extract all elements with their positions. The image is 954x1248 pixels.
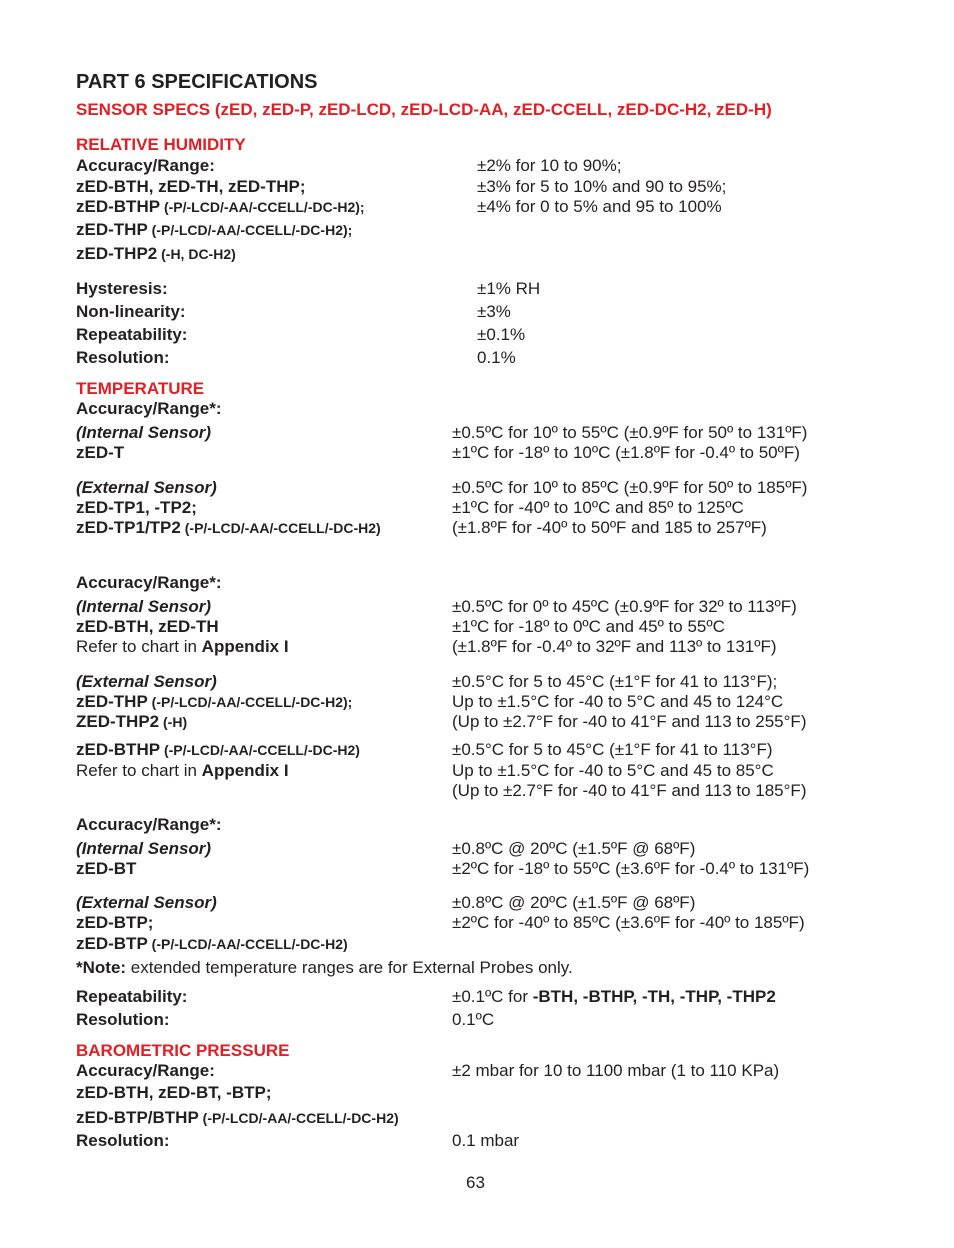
temp-g7-model-2: zED-BTP (-P/-LCD/-AA/-CCELL/-DC-H2) [76,934,348,953]
temp-g5-value-2: Up to ±1.5°C for -40 to 5°C and 45 to 85°C [452,761,774,780]
sensor-specs-title: SENSOR SPECS (zED, zED-P, zED-LCD, zED-LCD-AA, zED-CCELL, zED-DC-H2, zED-H) [76,100,772,119]
rh-models-2: zED-BTHP (-P/-LCD/-AA/-CCELL/-DC-H2); [76,197,365,216]
temp-g2-value-3: (±1.8ºF for -40º to 50ºF and 185 to 257ºF) [452,518,767,537]
temp-g3-value-2: ±1ºC for -18º to 0ºC and 45º to 55ºC [452,617,725,636]
temp-g2-model-1: zED-TP1, -TP2; [76,498,197,517]
temp-accuracy-label-1: Accuracy/Range*: [76,399,222,418]
rh-repeatability-label: Repeatability: [76,325,188,344]
temp-g1-model: zED-T [76,443,125,462]
temp-g3-value-3: (±1.8ºF for -0.4º to 32ºF and 113º to 131ºF) [452,637,777,656]
rh-resolution-label: Resolution: [76,348,170,367]
temp-g5-model: zED-BTHP (-P/-LCD/-AA/-CCELL/-DC-H2) [76,740,360,759]
temp-g4-value-1: ±0.5°C for 5 to 45°C (±1°F for 41 to 113°F); [452,672,778,691]
rh-accuracy-label: Accuracy/Range: [76,156,215,175]
baro-accuracy-label: Accuracy/Range: [76,1061,215,1080]
baro-resolution-value: 0.1 mbar [452,1131,520,1150]
rh-accuracy-3: ±4% for 0 to 5% and 95 to 100% [477,197,722,216]
rh-models-1: zED-BTH, zED-TH, zED-THP; [76,177,306,196]
temp-g2-model-2: zED-TP1/TP2 (-P/-LCD/-AA/-CCELL/-DC-H2) [76,518,381,537]
temp-resolution-value: 0.1ºC [452,1010,495,1029]
temp-accuracy-label-3: Accuracy/Range*: [76,815,222,834]
temp-g2-value-1: ±0.5ºC for 10º to 85ºC (±0.9ºF for 50º to 185ºF) [452,478,808,497]
temp-external-label-2: (External Sensor) [76,672,217,691]
temp-internal-label-3: (Internal Sensor) [76,839,212,858]
temp-repeatability-value: ±0.1ºC for -BTH, -BTHP, -TH, -THP, -THP2 [452,987,776,1006]
temp-external-label-3: (External Sensor) [76,893,217,912]
temp-g2-value-2: ±1ºC for -40º to 10ºC and 85º to 125ºC [452,498,744,517]
rh-accuracy-2: ±3% for 5 to 10% and 90 to 95%; [477,177,727,196]
temp-g4-value-3: (Up to ±2.7°F for -40 to 41°F and 113 to 255°F) [452,712,807,731]
temp-repeatability-label: Repeatability: [76,987,188,1006]
rh-resolution-value: 0.1% [477,348,516,367]
rh-repeatability-value: ±0.1% [477,325,526,344]
temp-g7-value-1: ±0.8ºC @ 20ºC (±1.5ºF @ 68ºF) [452,893,696,912]
baro-models-1: zED-BTH, zED-BT, -BTP; [76,1083,272,1102]
rh-nonlinearity-label: Non-linearity: [76,302,186,321]
page-title: PART 6 SPECIFICATIONS [76,71,318,93]
temp-g6-model: zED-BT [76,859,137,878]
temp-g4-value-2: Up to ±1.5°C for -40 to 5°C and 45 to 124°C [452,692,784,711]
rh-nonlinearity-value: ±3% [477,302,511,321]
temp-g5-value-1: ±0.5°C for 5 to 45°C (±1°F for 41 to 113°F) [452,740,773,759]
temp-note: *Note: extended temperature ranges are for External Probes only. [76,958,573,977]
temp-g1-value-1: ±0.5ºC for 10º to 55ºC (±0.9ºF for 50º to 131ºF) [452,423,808,442]
temp-g4-model-1: zED-THP (-P/-LCD/-AA/-CCELL/-DC-H2); [76,692,353,711]
temp-g7-model-1: zED-BTP; [76,913,154,932]
baro-accuracy-value: ±2 mbar for 10 to 1100 mbar (1 to 110 KPa) [452,1061,780,1080]
baro-models-2: zED-BTP/BTHP (-P/-LCD/-AA/-CCELL/-DC-H2) [76,1108,399,1127]
temp-internal-label-2: (Internal Sensor) [76,597,212,616]
temp-g4-model-2: ZED-THP2 (-H) [76,712,188,731]
temp-accuracy-label-2: Accuracy/Range*: [76,573,222,592]
rh-models-4: zED-THP2 (-H, DC-H2) [76,244,236,263]
temp-g1-value-2: ±1ºC for -18º to 10ºC (±1.8ºF for -0.4º to 50ºF) [452,443,800,462]
temp-g3-model: zED-BTH, zED-TH [76,617,219,636]
temp-internal-label-1: (Internal Sensor) [76,423,212,442]
baro-heading: BAROMETRIC PRESSURE [76,1041,290,1060]
temp-external-label-1: (External Sensor) [76,478,217,497]
baro-resolution-label: Resolution: [76,1131,170,1150]
rh-hysteresis-value: ±1% RH [477,279,541,298]
rh-hysteresis-label: Hysteresis: [76,279,168,298]
rh-heading: RELATIVE HUMIDITY [76,135,246,154]
temp-g5-value-3: (Up to ±2.7°F for -40 to 41°F and 113 to 185°F) [452,781,807,800]
temp-heading: TEMPERATURE [76,379,205,398]
rh-accuracy-1: ±2% for 10 to 90%; [477,156,622,175]
page-number: 63 [466,1173,485,1192]
temp-g6-value-1: ±0.8ºC @ 20ºC (±1.5ºF @ 68ºF) [452,839,696,858]
temp-g5-refer: Refer to chart in Appendix I [76,761,289,780]
temp-g6-value-2: ±2ºC for -18º to 55ºC (±3.6ºF for -0.4º to 131ºF) [452,859,810,878]
temp-g3-value-1: ±0.5ºC for 0º to 45ºC (±0.9ºF for 32º to 113ºF) [452,597,797,616]
rh-models-3: zED-THP (-P/-LCD/-AA/-CCELL/-DC-H2); [76,220,353,239]
temp-resolution-label: Resolution: [76,1010,170,1029]
temp-g3-refer: Refer to chart in Appendix I [76,637,289,656]
temp-g7-value-2: ±2ºC for -40º to 85ºC (±3.6ºF for -40º to 185ºF) [452,913,805,932]
